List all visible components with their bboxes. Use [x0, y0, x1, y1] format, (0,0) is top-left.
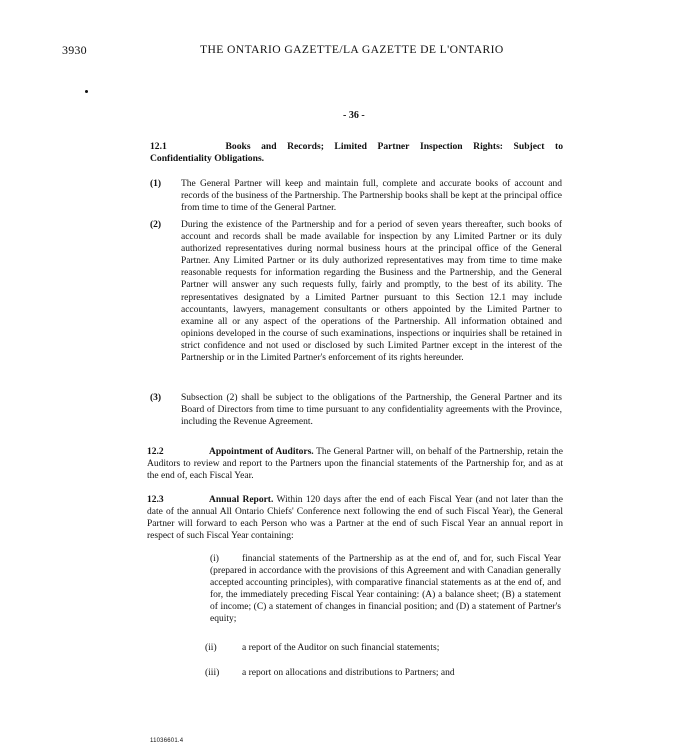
title-word: and [261, 141, 277, 152]
stray-mark [85, 90, 88, 93]
section-12-1-title-line [150, 141, 563, 153]
section-12-2 [147, 446, 563, 482]
title-word: Books [225, 141, 251, 152]
section-12-3-number: 12.3 [147, 495, 164, 505]
section-12-3-text: Within 120 days after the end of each Fiscal Year (and not later than the date of the annual All Ontario Chiefs' Conference next following the end of such Fiscal Year), the General Partner will forward to each Person who was a Partner at the end of such Fiscal Year an annual report in respect of such Fiscal Year containing: [147, 495, 563, 542]
list-item-label: (ii) [205, 643, 217, 653]
subsection-label: (1) [150, 179, 162, 189]
title-word: to [555, 141, 563, 152]
section-12-3-title: Annual Report. [209, 495, 274, 505]
section-12-1-number: 12.1 [150, 141, 167, 152]
page-number: 3930 [62, 43, 87, 57]
subsection-label: (3) [150, 393, 162, 403]
section-12-2-number: 12.2 [147, 447, 164, 457]
title-word: Limited [334, 141, 367, 152]
list-item-text: a report of the Auditor on such financial statements; [242, 643, 440, 653]
document-page-number: - 36 - [343, 110, 365, 121]
title-word: Rights: [473, 141, 504, 152]
title-word: Subject [513, 141, 545, 152]
subsection-label: (2) [150, 220, 162, 230]
running-head: THE ONTARIO GAZETTE/LA GAZETTE DE L'ONTARIO [200, 43, 504, 56]
document-id: 11036601.4 [150, 738, 184, 744]
section-12-3 [147, 494, 563, 542]
list-item-label: (iii) [205, 668, 220, 678]
list-item-text: financial statements of the Partnership as at the end of, and for, such Fiscal Year (prepared in accordance with the provisions of this Agreement and with Canadian generally accepted accounting principles), with comparative financial statements as at the end of, and for, the immediately preceding Fiscal Year containing: (A) a balance sheet; (B) a statement of income; (C) a statement of changes in financial position; and (D) a statement of Partner's equity; [210, 554, 561, 625]
title-word: Records; [287, 141, 324, 152]
section-12-2-title: Appointment of Auditors. [209, 447, 314, 457]
section-12-2-text: The General Partner will, on behalf of the Partnership, retain the Auditors to review and report to the Partners upon the financial statements of the Partnership for, and as at the end of, each Fiscal Year. [147, 447, 563, 482]
subsection-text: Subsection (2) shall be subject to the obligations of the Partnership, the General Partner and its Board of Directors from time to time pursuant to any confidentiality agreements with the Province, including the Revenue Agreement. [181, 393, 562, 428]
section-12-1-heading [150, 141, 563, 165]
section-12-1-title-continued: Confidentiality Obligations. [150, 153, 265, 165]
title-word: Inspection [419, 141, 463, 152]
list-item [210, 553, 561, 626]
list-item-text: a report on allocations and distributions to Partners; and [242, 668, 455, 678]
subsection-text: The General Partner will keep and maintain full, complete and accurate books of account and records of the business of the Partnership. The Partnership books shall be kept at the principal office from time to time of the General Partner. [181, 179, 562, 214]
list-item-label: (i) [210, 554, 219, 564]
subsection-text: During the existence of the Partnership and for a period of seven years thereafter, such books of account and records shall be made available for inspection by any Limited Partner or its duly authorized representatives during normal business hours at the principal office of the General Partner. Any Limited Partner or its duly authorized representatives may from time to time make reasonable requests for information regarding the Business and the Partnership, and the General Partner will answer any such requests fully, fairly and promptly, to the best of its ability. The representatives designated by a Limited Partner pursuant to this Section 12.1 may include accountants, lawyers, management consultants or others appointed by the Limited Partner to examine all or any aspect of the operations of the Partnership. All information obtained and opinions developed in the course of such examinations, inspections or inquiries shall be retained in strict confidence and not used or disclosed by such Limited Partner except in the interest of the Partnership or in the Limited Partner's enforcement of its rights hereunder. [181, 220, 562, 364]
title-word: Partner [377, 141, 410, 152]
